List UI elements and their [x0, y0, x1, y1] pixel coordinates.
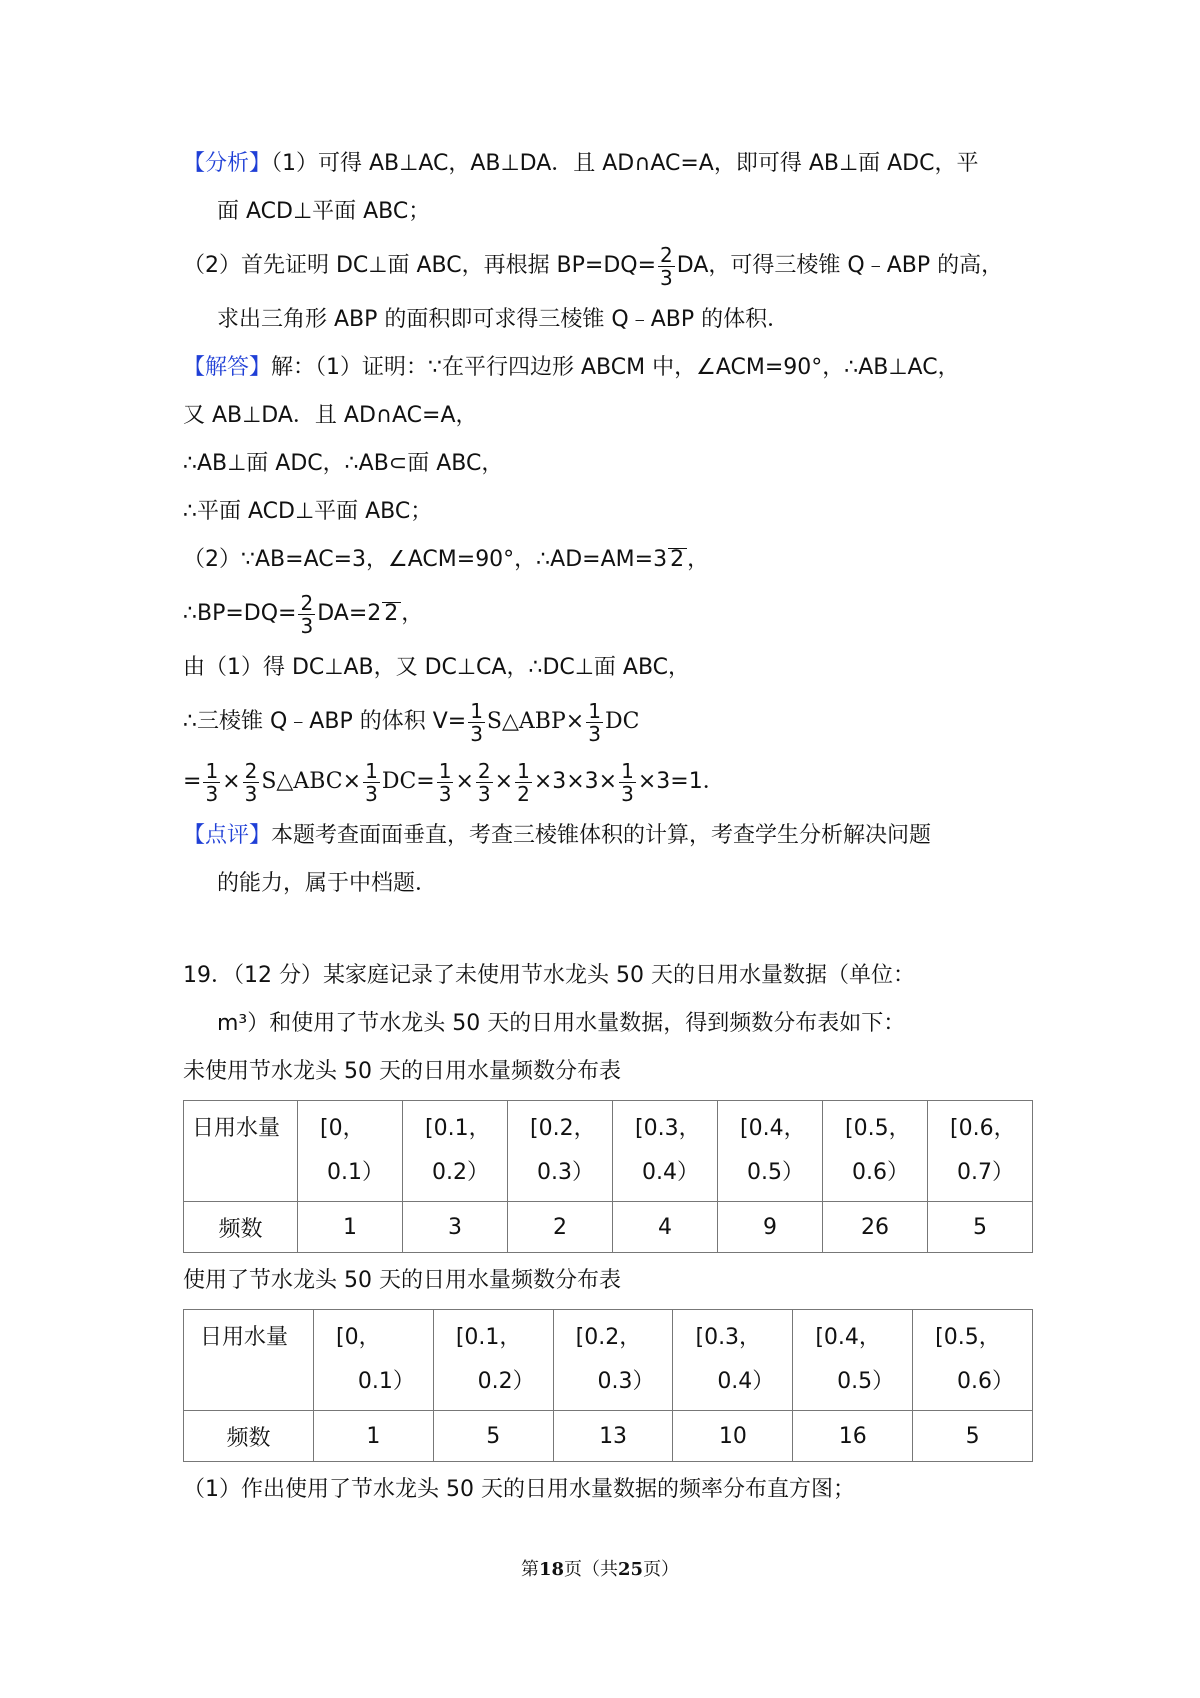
count-cell: 13	[553, 1411, 673, 1462]
solution-line-6: ∴BP=DQ= $\frac{2}{3}$ DA=2 2 ，	[183, 590, 424, 638]
fraction-one-third: $\frac{1}{3}$	[470, 698, 483, 746]
count-cell: 1	[314, 1411, 434, 1462]
count-cell: 5	[913, 1411, 1033, 1462]
bin-cell: [0， 0.1）	[314, 1310, 434, 1411]
count-cell: 9	[718, 1202, 823, 1253]
count-cell: 26	[823, 1202, 928, 1253]
comment-line-1: 【点评】本题考查面面垂直，考查三棱锥体积的计算，考查学生分析解决问题	[183, 823, 932, 848]
fraction-two-thirds: $\frac{2}{3}$	[477, 758, 491, 806]
count-cell: 4	[613, 1202, 718, 1253]
row-header-cell: 日用水量	[184, 1101, 298, 1202]
sqrt-two: 2	[382, 602, 401, 625]
page-content	[183, 140, 1033, 1514]
page-number: 18	[538, 1559, 564, 1580]
solution-line-9: = $\frac{1}{3}$ × $\frac{2}{3}$ S△ABC× $\frac{1}{3}$ DC= $\frac{1}{3}$ × $\frac{2}{3}$ × $\frac{1}{2}$ ×3×3× $\frac{1}{3}$ ×3=1．	[183, 758, 725, 806]
table1-caption: 未使用节水龙头 50 天的日用水量频数分布表	[183, 1059, 621, 1084]
bin-cell: [0.4， 0.5）	[793, 1310, 913, 1411]
solution-line-7: 由（1）得 DC⊥AB，又 DC⊥CA，∴DC⊥面 ABC，	[183, 655, 691, 680]
problem-19-line-1: 19．（12 分）某家庭记录了未使用节水龙头 50 天的日用水量数据（单位：	[183, 963, 915, 988]
comment-line-2: 的能力，属于中档题．	[217, 871, 438, 896]
bin-cell: [0.1， 0.2）	[403, 1101, 508, 1202]
analysis-line-4: 求出三角形 ABP 的面积即可求得三棱锥 Q﹣ABP 的体积．	[217, 307, 790, 332]
row-header-cell: 日用水量	[184, 1310, 314, 1411]
bin-cell: [0.2， 0.3）	[553, 1310, 673, 1411]
count-cell: 3	[403, 1202, 508, 1253]
bin-cell: [0.5， 0.6）	[823, 1101, 928, 1202]
bin-cell: [0， 0.1）	[298, 1101, 403, 1202]
count-cell: 5	[433, 1411, 553, 1462]
fraction-one-third: $\frac{1}{3}$	[205, 758, 219, 806]
solution-tag: 【解答】	[183, 355, 272, 380]
bin-cell: [0.5， 0.6）	[913, 1310, 1033, 1411]
analysis-line-3: （2）首先证明 DC⊥面 ABC，再根据 BP=DQ= $\frac{2}{3}$ DA，可得三棱锥 Q﹣ABP 的高，	[183, 242, 1004, 290]
table-row	[184, 1411, 1033, 1462]
bin-cell: [0.6， 0.7）	[928, 1101, 1033, 1202]
table-without-faucet	[183, 1100, 1033, 1253]
analysis-tag: 【分析】	[183, 151, 272, 176]
fraction-one-third: $\frac{1}{3}$	[588, 698, 601, 746]
count-cell: 2	[508, 1202, 613, 1253]
solution-line-5: （2）∵AB=AC=3，∠ACM=90°，∴AD=AM=3 2 ，	[183, 547, 710, 572]
count-cell: 5	[928, 1202, 1033, 1253]
bin-cell: [0.4， 0.5）	[718, 1101, 823, 1202]
page-footer: 第18页（共25页）	[520, 1559, 680, 1580]
solution-line-3: ∴AB⊥面 ADC，∴AB⊂面 ABC，	[183, 451, 504, 476]
problem-19-line-2: m³）和使用了节水龙头 50 天的日用水量数据，得到频数分布表如下：	[217, 1011, 906, 1036]
table-row	[184, 1310, 1033, 1411]
fraction-one-third: $\frac{1}{3}$	[438, 758, 452, 806]
count-header-cell: 频数	[184, 1411, 314, 1462]
fraction-one-third: $\frac{1}{3}$	[621, 758, 634, 806]
solution-line-1: 【解答】解：（1）证明：∵在平行四边形 ABCM 中，∠ACM=90°，∴AB⊥AC，	[183, 355, 960, 380]
count-cell: 1	[298, 1202, 403, 1253]
fraction-two-thirds: $\frac{2}{3}$	[660, 242, 673, 290]
problem-19-subquestion-1: （1）作出使用了节水龙头 50 天的日用水量数据的频率分布直方图；	[183, 1477, 855, 1502]
solution-line-4: ∴平面 ACD⊥平面 ABC；	[183, 499, 433, 524]
count-cell: 16	[793, 1411, 913, 1462]
solution-line-2: 又 AB⊥DA．且 AD∩AC=A，	[183, 403, 478, 428]
analysis-line-2: 面 ACD⊥平面 ABC；	[217, 199, 431, 224]
bin-cell: [0.3， 0.4）	[673, 1310, 793, 1411]
table2-caption: 使用了节水龙头 50 天的日用水量频数分布表	[183, 1268, 621, 1293]
fraction-one-half: $\frac{1}{2}$	[517, 758, 530, 806]
fraction-one-third: $\frac{1}{3}$	[365, 758, 378, 806]
analysis-line-1: 【分析】（1）可得 AB⊥AC，AB⊥DA．且 AD∩AC=A，即可得 AB⊥面 ADC，平	[183, 151, 979, 176]
bin-cell: [0.3， 0.4）	[613, 1101, 718, 1202]
page-total: 25	[618, 1559, 644, 1580]
table-row	[184, 1101, 1033, 1202]
fraction-two-thirds: $\frac{2}{3}$	[244, 758, 258, 806]
bin-cell: [0.2， 0.3）	[508, 1101, 613, 1202]
table-row	[184, 1202, 1033, 1253]
count-cell: 10	[673, 1411, 793, 1462]
comment-tag: 【点评】	[183, 823, 272, 848]
sqrt-two: 2	[668, 548, 687, 571]
solution-line-8: ∴三棱锥 Q﹣ABP 的体积 V= $\frac{1}{3}$ S△ABP× $\frac{1}{3}$ DC	[183, 698, 640, 746]
fraction-two-thirds: $\frac{2}{3}$	[300, 590, 314, 638]
table-with-faucet	[183, 1309, 1033, 1462]
count-header-cell: 频数	[184, 1202, 298, 1253]
bin-cell: [0.1， 0.2）	[433, 1310, 553, 1411]
